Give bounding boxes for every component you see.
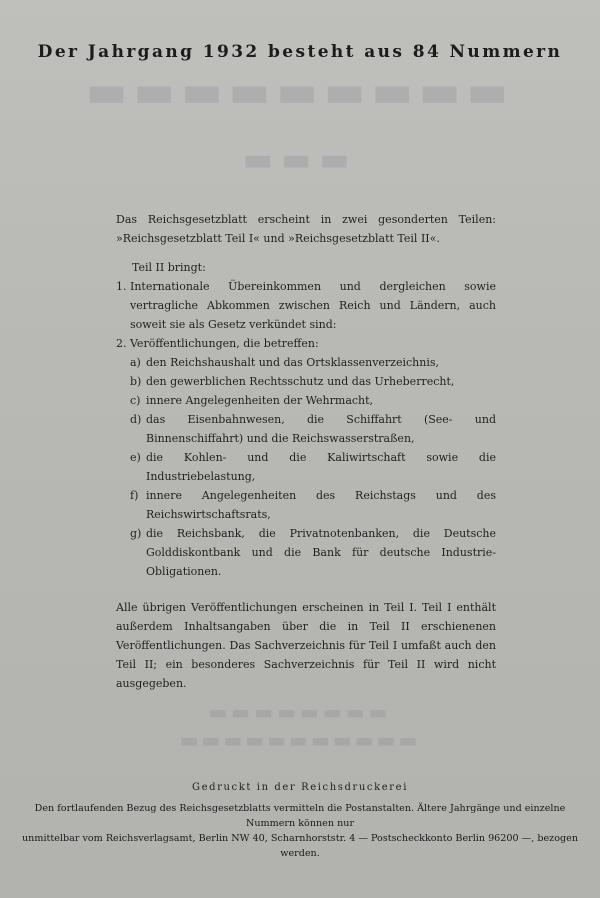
item-number: 2. — [116, 337, 127, 350]
sub-item-letter: f) — [130, 489, 139, 502]
sub-item — [116, 486, 496, 524]
sub-item-letter: g) — [130, 527, 142, 540]
sub-item-text: die Kohlen- und die Kaliwirtschaft sowie die Industriebelastung, — [146, 451, 496, 483]
item-text: Veröffentlichungen, die betreffen: — [130, 337, 319, 350]
item-number: 1. — [116, 280, 127, 293]
sub-item — [116, 353, 496, 372]
distribution-note-line: Den fortlaufenden Bezug des Reichsgesetzblatts vermitteln die Postanstalten. Ältere Jahrgänge und einzelne Nummern können nur — [34, 803, 566, 829]
sub-item — [116, 391, 496, 410]
intro-paragraph: Das Reichsgesetzblatt erscheint in zwei gesonderten Teilen: »Reichsgesetzblatt Teil I« und »Reichsgesetzblatt Teil II«. — [116, 213, 496, 245]
part-heading: Teil II bringt: — [132, 261, 206, 274]
footer — [0, 782, 600, 861]
distribution-note — [10, 801, 590, 861]
sub-item — [116, 372, 496, 391]
sub-item-text: die Reichsbank, die Privatnotenbanken, die Deutsche Golddiskontbank und die Bank für deutsche Industrie-Obligationen. — [146, 527, 496, 578]
item-text: Internationale Übereinkommen und dergleichen sowie vertragliche Abkommen zwischen Reich und Ländern, auch soweit sie als Gesetz verkündet sind: — [130, 280, 496, 331]
distribution-note-line: unmittelbar vom Reichsverlagsamt, Berlin NW 40, Scharnhorststr. 4 — Postscheckkonto Berlin 96200 —, bezogen werden. — [22, 833, 578, 859]
sub-item-text: den Reichshaushalt und das Ortsklassenverzeichnis, — [146, 356, 439, 369]
document-body — [116, 210, 496, 693]
bleed-through-shape: ▬▬▬▬▬▬▬▬ — [208, 700, 392, 724]
sub-item-text: innere Angelegenheiten des Reichstags und des Reichswirtschaftsrats, — [146, 489, 496, 521]
sub-item-text: innere Angelegenheiten der Wehrmacht, — [146, 394, 374, 407]
sub-item-text: den gewerblichen Rechtsschutz und das Urheberrecht, — [146, 375, 455, 388]
sub-item — [116, 524, 496, 581]
page-title: Der Jahrgang 1932 besteht aus 84 Nummern — [37, 42, 563, 62]
bleed-through-shape: ▬▬▬▬▬▬▬▬▬ — [85, 66, 515, 117]
sub-item — [116, 410, 496, 448]
sub-item-letter: d) — [130, 413, 142, 426]
bleed-through-shape: ▬▬▬▬▬▬▬▬▬▬▬ — [179, 728, 421, 752]
list-item — [116, 277, 496, 334]
sub-item-letter: a) — [130, 356, 141, 369]
printer-imprint: Gedruckt in der Reichsdruckerei — [192, 782, 408, 793]
sub-item-letter: e) — [130, 451, 141, 464]
closing-paragraph: Alle übrigen Veröffentlichungen erscheinen in Teil I. Teil I enthält außerdem Inhaltsangaben über die in Teil II erschienenen Veröffentlichungen. Das Sachverzeichnis für Teil I umfaßt auch den Teil II; ein besonderes Sachverzeichnis für Teil II wird nicht ausgegeben. — [116, 601, 496, 690]
sub-item-text: das Eisenbahnwesen, die Schiffahrt (See- und Binnenschiffahrt) und die Reichswasserstraßen, — [146, 413, 496, 445]
sub-item — [116, 448, 496, 486]
bleed-through-shape: ▬▬▬ — [242, 140, 358, 178]
sub-item-letter: b) — [130, 375, 142, 388]
list-item — [116, 334, 496, 353]
sub-item-letter: c) — [130, 394, 141, 407]
